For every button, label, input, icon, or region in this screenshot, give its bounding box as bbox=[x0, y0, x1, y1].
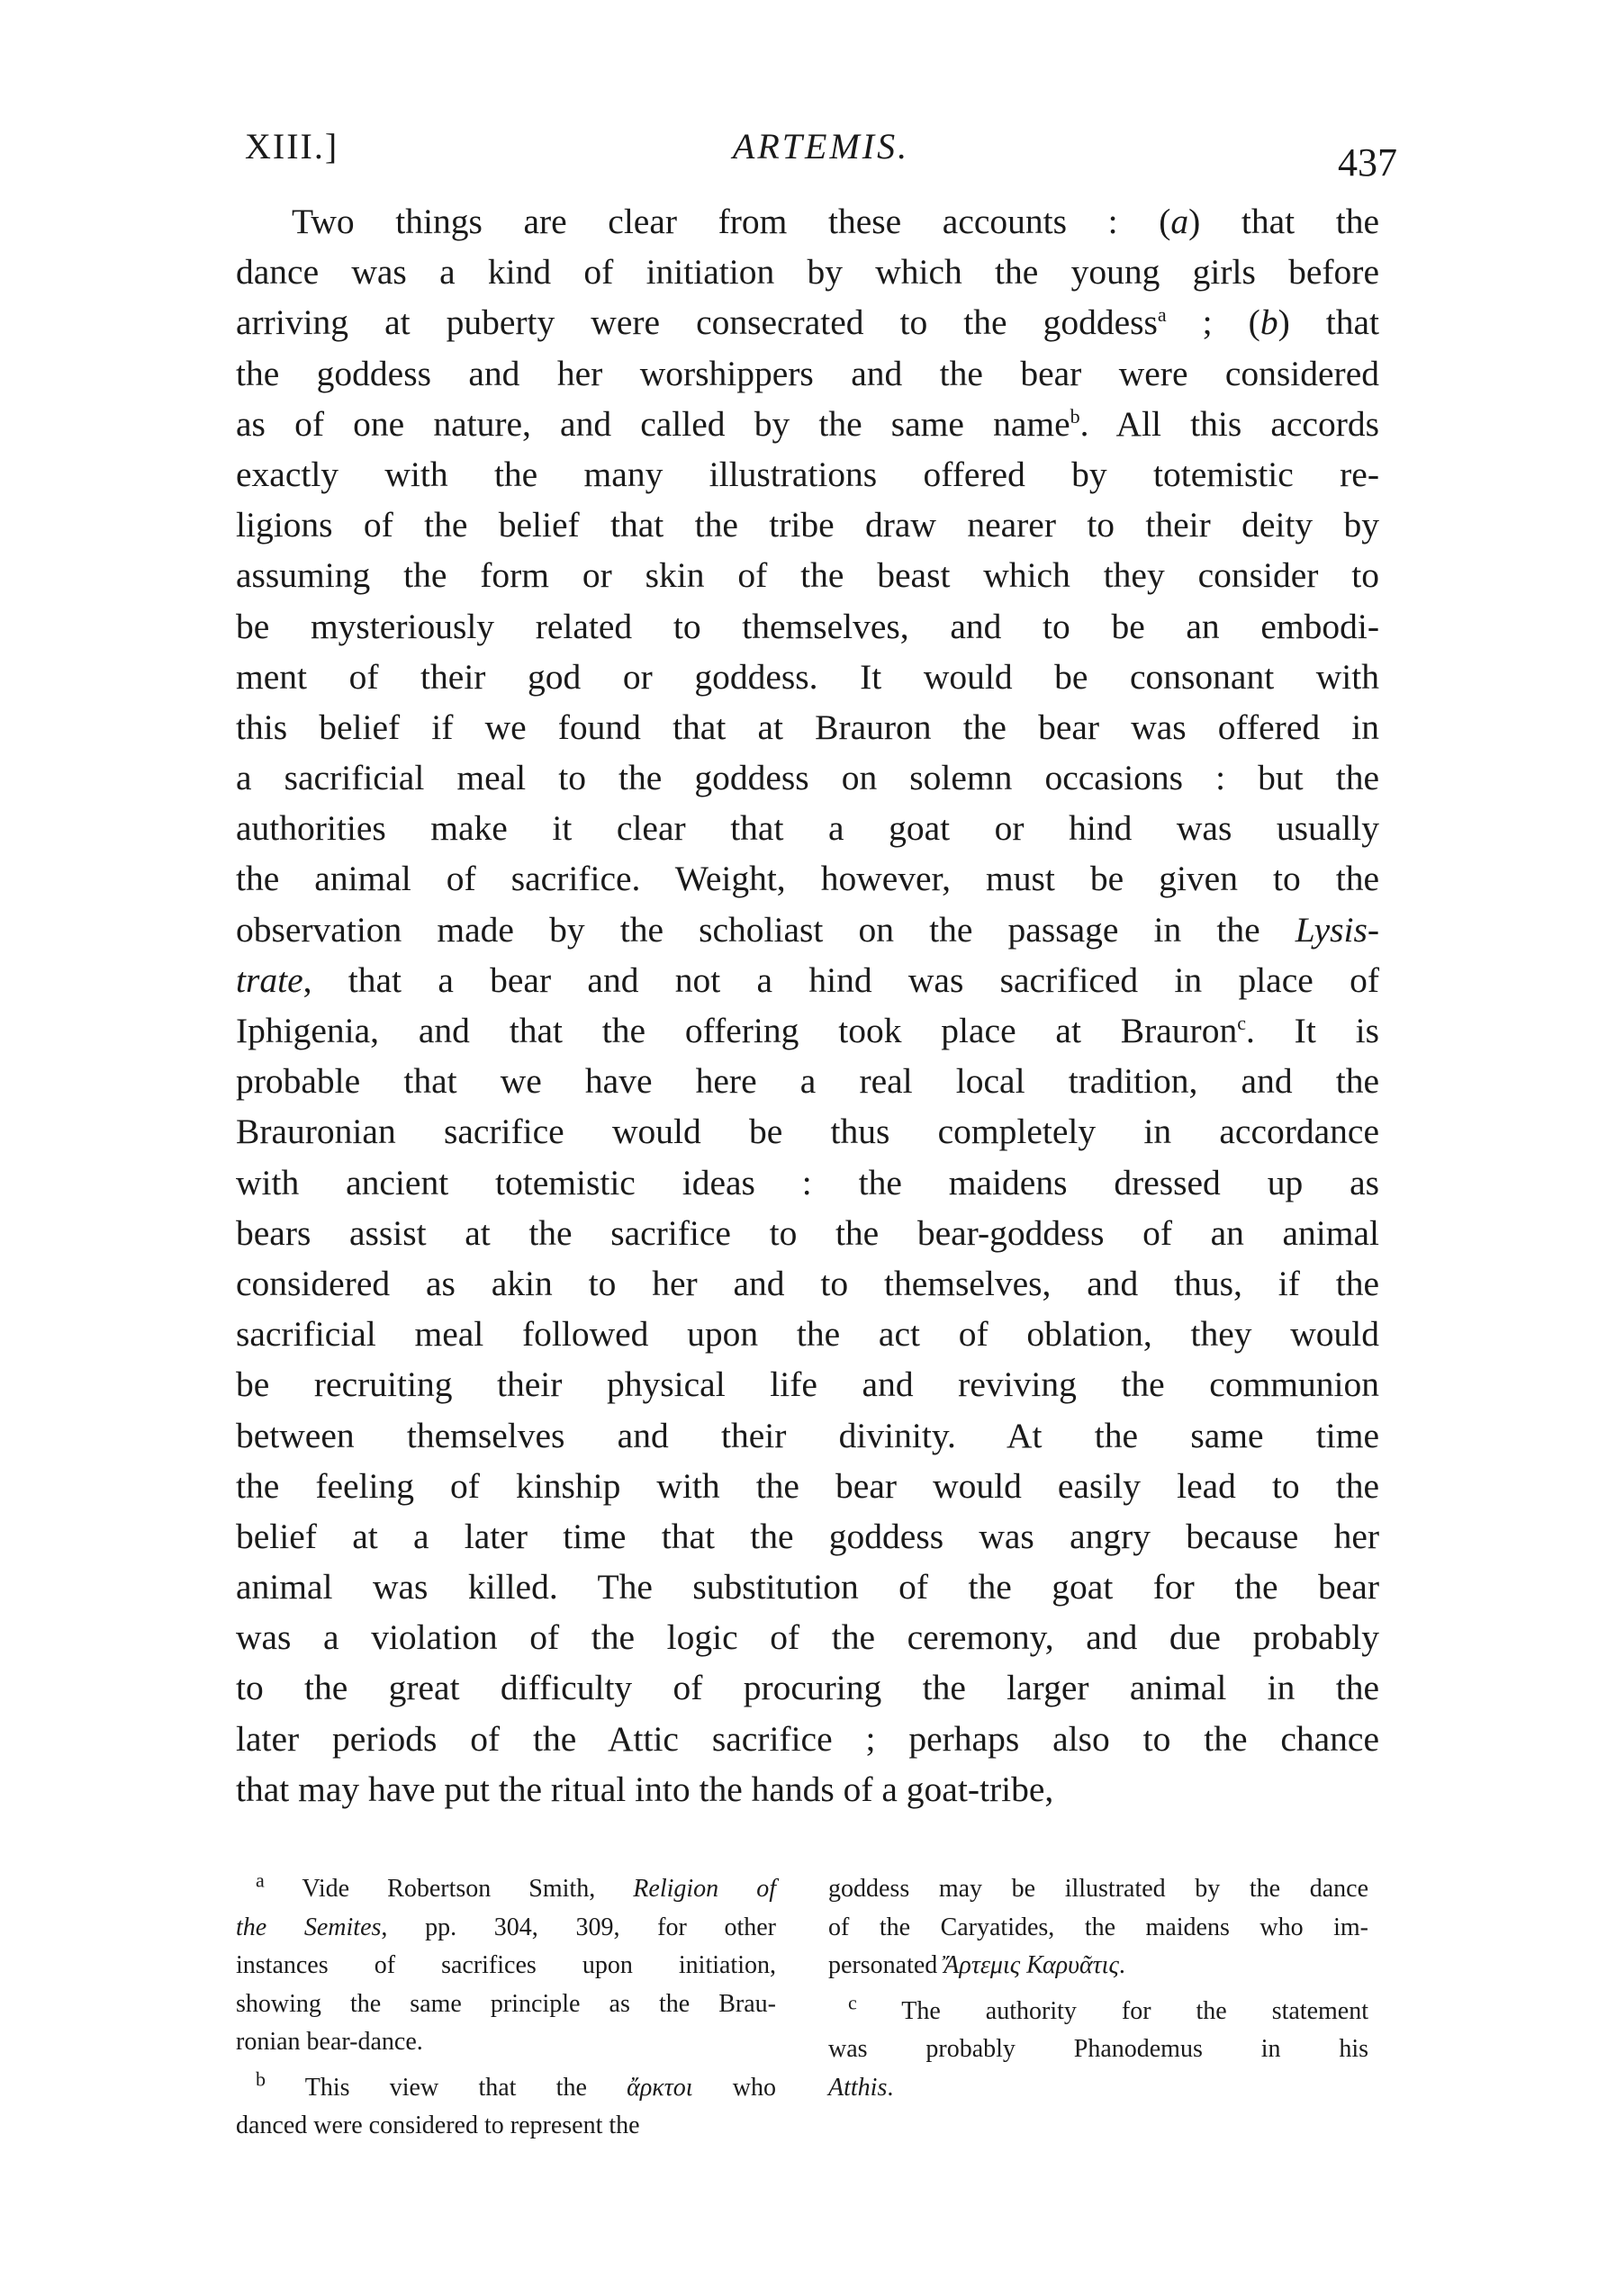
footnotes bbox=[236, 1870, 1379, 2176]
body-line: probable that we have here a real local tradition, and the bbox=[236, 1061, 1379, 1102]
footnote-line: showing the same principle as the Brau- bbox=[236, 1989, 776, 2018]
body-line: ligions of the belief that the tribe draw nearer to their deity by bbox=[236, 505, 1379, 545]
body-line: exactly with the many illustrations offered by totemistic re- bbox=[236, 454, 1379, 494]
body-line: the goddess and her worshippers and the bear were considered bbox=[236, 353, 1379, 393]
footnote-line: ronian bear-dance. bbox=[236, 2028, 423, 2056]
footnote-line: personated Ἄρτεμις Καρυᾶτις. bbox=[828, 1951, 1125, 1979]
body-line: bears assist at the sacrifice to the bear-goddess of an animal bbox=[236, 1212, 1379, 1253]
body-line: assuming the form or skin of the beast which they consider to bbox=[236, 555, 1379, 596]
footnote-mark: b bbox=[1070, 404, 1080, 428]
footnote-column-left bbox=[236, 1870, 776, 2146]
footnote-line: $^c$ The authority for the statement bbox=[848, 1991, 1369, 2025]
footnote-line: danced were considered to represent the bbox=[236, 2111, 640, 2139]
body-line: arriving at puberty were consecrated to the goddess$^a$ ; (b) that bbox=[236, 302, 1379, 343]
body-line: be recruiting their physical life and reviving the communion bbox=[236, 1364, 1379, 1405]
body-line: this belief if we found that at Brauron the bear was offered in bbox=[236, 707, 1379, 747]
footnote-line: $^a$ Vide Robertson Smith, Religion of bbox=[256, 1868, 776, 1903]
body-line: observation made by the scholiast on the passage in the Lysis- bbox=[236, 909, 1379, 950]
body-line: considered as akin to her and to themselves, and thus, if the bbox=[236, 1263, 1379, 1303]
body-line: animal was killed. The substitution of the goat for the bear bbox=[236, 1567, 1379, 1607]
footnote-mark: a bbox=[1157, 303, 1167, 327]
footnote-column-right bbox=[828, 1870, 1368, 2107]
body-line: authorities make it clear that a goat or hind was usually bbox=[236, 808, 1379, 849]
body-text bbox=[236, 196, 1379, 1814]
body-line: with ancient totemistic ideas : the maidens dressed up as bbox=[236, 1162, 1379, 1202]
body-line: that may have put the ritual into the hands of a goat-tribe, bbox=[236, 1769, 1054, 1809]
body-line: trate, that a bear and not a hind was sacrificed in place of bbox=[236, 959, 1379, 1000]
body-line: the feeling of kinship with the bear would easily lead to the bbox=[236, 1465, 1379, 1506]
footnote-line: of the Caryatides, the maidens who im- bbox=[828, 1913, 1368, 1941]
body-line: Iphigenia, and that the offering took place at Brauron$^c$. It is bbox=[236, 1011, 1379, 1050]
body-line: to the great difficulty of procuring the larger animal in the bbox=[236, 1668, 1379, 1708]
body-line: between themselves and their divinity. At the same time bbox=[236, 1415, 1379, 1455]
body-line: Two things are clear from these accounts : (a) that the bbox=[292, 202, 1379, 241]
body-line: Brauronian sacrifice would be thus completely in accordance bbox=[236, 1112, 1379, 1152]
body-line: ment of their god or goddess. It would be consonant with bbox=[236, 656, 1379, 697]
footnote-line: instances of sacrifices upon initiation, bbox=[236, 1951, 776, 1979]
footnote-mark: c bbox=[1237, 1011, 1246, 1034]
page-number: 437 bbox=[1338, 140, 1397, 185]
body-line: was a violation of the logic of the ceremony, and due probably bbox=[236, 1617, 1379, 1658]
running-head bbox=[245, 115, 1397, 185]
footnote-line: Atthis. bbox=[828, 2073, 894, 2102]
body-line: be mysteriously related to themselves, and to be an embodi- bbox=[236, 606, 1379, 646]
footnote-line: was probably Phanodemus in his bbox=[828, 2035, 1368, 2063]
body-line: later periods of the Attic sacrifice ; perhaps also to the chance bbox=[236, 1718, 1379, 1759]
footnote-line: the Semites, pp. 304, 309, for other bbox=[236, 1913, 776, 1941]
footnote-line: goddess may be illustrated by the dance bbox=[828, 1875, 1368, 1903]
body-line: dance was a kind of initiation by which the young girls before bbox=[236, 252, 1379, 293]
body-line: a sacrificial meal to the goddess on solemn occasions : but the bbox=[236, 758, 1379, 798]
body-line: the animal of sacrifice. Weight, however, must be given to the bbox=[236, 859, 1379, 899]
body-line: sacrificial meal followed upon the act of oblation, they would bbox=[236, 1314, 1379, 1355]
body-line: belief at a later time that the goddess was angry because her bbox=[236, 1516, 1379, 1556]
running-title: ARTEMIS. bbox=[732, 126, 910, 167]
footnote-line: $^b$ This view that the ἄρκτοι who bbox=[256, 2067, 776, 2102]
body-line: as of one nature, and called by the same name$^b$. All this accords bbox=[236, 403, 1379, 444]
chapter-number: XIII.] bbox=[245, 126, 339, 167]
